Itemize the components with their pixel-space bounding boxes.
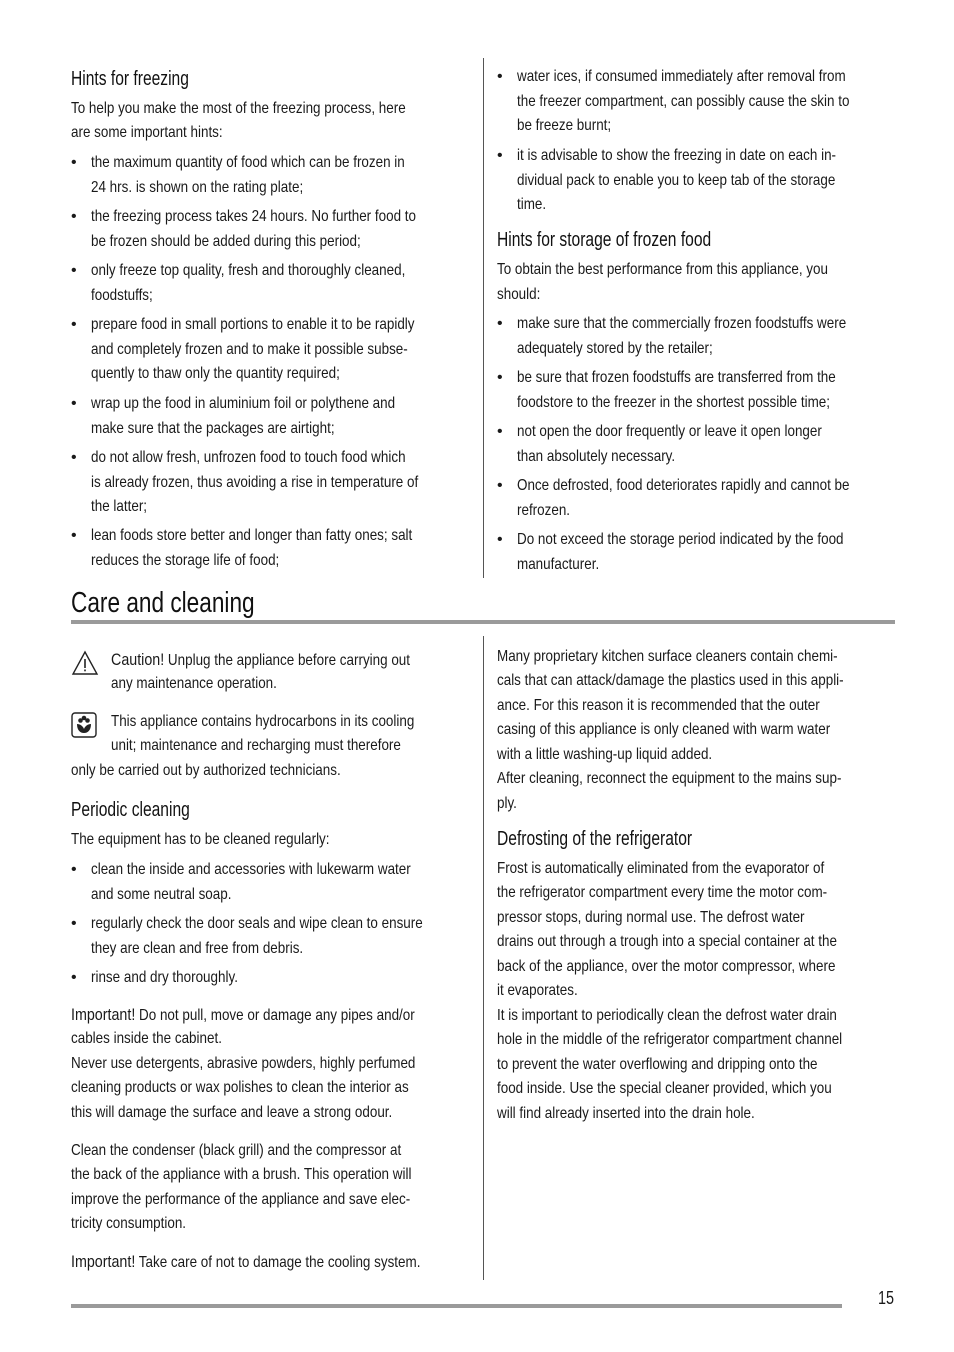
hints-freezing-intro-1: To help you make the most of the freezing process, here — [71, 100, 406, 117]
defrost-line-3: pressor stops, during normal use. The defrost water — [497, 909, 805, 926]
condenser-line-4: tricity consumption. — [71, 1215, 187, 1232]
defrost-line-10: food inside. Use the special cleaner provided, which you — [497, 1080, 832, 1097]
periodic-cleaning-heading: Periodic cleaning — [71, 799, 190, 821]
detergents-line-2: cleaning products or wax polishes to clean the interior as — [71, 1079, 409, 1096]
important-label: Important! — [71, 1005, 136, 1024]
hints-freezing-heading: Hints for freezing — [71, 68, 189, 90]
important-line-2: cables inside the cabinet. — [71, 1030, 222, 1047]
defrost-line-11: will find already inserted into the drain hole. — [497, 1105, 755, 1122]
hints-freezing-intro-2: are some important hints: — [71, 124, 223, 141]
warning-triangle-icon — [71, 650, 99, 676]
cleaners-line-6: After cleaning, reconnect the equipment to the mains sup- — [497, 770, 842, 787]
cleaners-line-3: ance. For this reason it is recommended that the outer — [497, 697, 820, 714]
care-cleaning-title: Care and cleaning — [71, 587, 255, 619]
footer-rule — [71, 1304, 842, 1308]
column-divider-top — [483, 58, 484, 578]
important2-line: Important! Take care of not to damage the cooling system. — [71, 1252, 421, 1271]
hints-storage-intro-1: To obtain the best performance from this appliance, you — [497, 261, 828, 278]
important2-label: Important! — [71, 1252, 136, 1271]
defrost-line-1: Frost is automatically eliminated from the evaporator of — [497, 860, 825, 877]
important-line-1: Important! Do not pull, move or damage any pipes and/or — [71, 1005, 415, 1024]
cleaners-line-5: with a little washing-up liquid added. — [497, 746, 713, 763]
defrost-line-8: hole in the middle of the refrigerator compartment channel — [497, 1031, 843, 1048]
section-rule — [71, 620, 895, 624]
column-divider-bottom — [483, 636, 484, 1280]
defrost-line-2: the refrigerator compartment every time the motor com- — [497, 884, 828, 901]
defrost-line-7: It is important to periodically clean the defrost water drain — [497, 1007, 837, 1024]
condenser-line-1: Clean the condenser (black grill) and the compressor at — [71, 1142, 402, 1159]
defrost-line-9: to prevent the water overflowing and dripping onto the — [497, 1056, 818, 1073]
page-number: 15 — [878, 1288, 895, 1308]
periodic-intro: The equipment has to be cleaned regularly: — [71, 831, 330, 848]
caution-line-2: any maintenance operation. — [111, 675, 277, 692]
condenser-line-2: the back of the appliance with a brush. This operation will — [71, 1166, 412, 1183]
environment-icon — [71, 712, 97, 738]
environment-line-3: only be carried out by authorized technicians. — [71, 762, 341, 779]
detergents-line-3: this will damage the surface and leave a strong odour. — [71, 1104, 393, 1121]
detergents-line-1: Never use detergents, abrasive powders, highly perfumed — [71, 1055, 416, 1072]
environment-line-1: This appliance contains hydrocarbons in its cooling — [111, 713, 415, 730]
caution-line-1: Caution! Unplug the appliance before carrying out — [111, 650, 411, 669]
cleaners-line-1: Many proprietary kitchen surface cleaners contain chemi- — [497, 648, 838, 665]
defrosting-heading: Defrosting of the refrigerator — [497, 828, 693, 850]
cleaners-line-4: casing of this appliance is only cleaned with warm water — [497, 721, 831, 738]
cleaners-line-7: ply. — [497, 795, 517, 812]
condenser-line-3: improve the performance of the appliance and save elec- — [71, 1191, 411, 1208]
hints-storage-intro-2: should: — [497, 286, 541, 303]
defrost-line-4: drains out through a trough into a special container at the — [497, 933, 837, 950]
defrost-line-5: back of the appliance, over the motor compressor, where — [497, 958, 836, 975]
caution-label: Caution! — [111, 650, 165, 669]
cleaners-line-2: cals that can attack/damage the plastics used in this appli- — [497, 672, 844, 689]
hints-storage-heading: Hints for storage of frozen food — [497, 229, 712, 251]
defrost-line-6: it evaporates. — [497, 982, 578, 999]
environment-line-2: unit; maintenance and recharging must therefore — [111, 737, 401, 754]
